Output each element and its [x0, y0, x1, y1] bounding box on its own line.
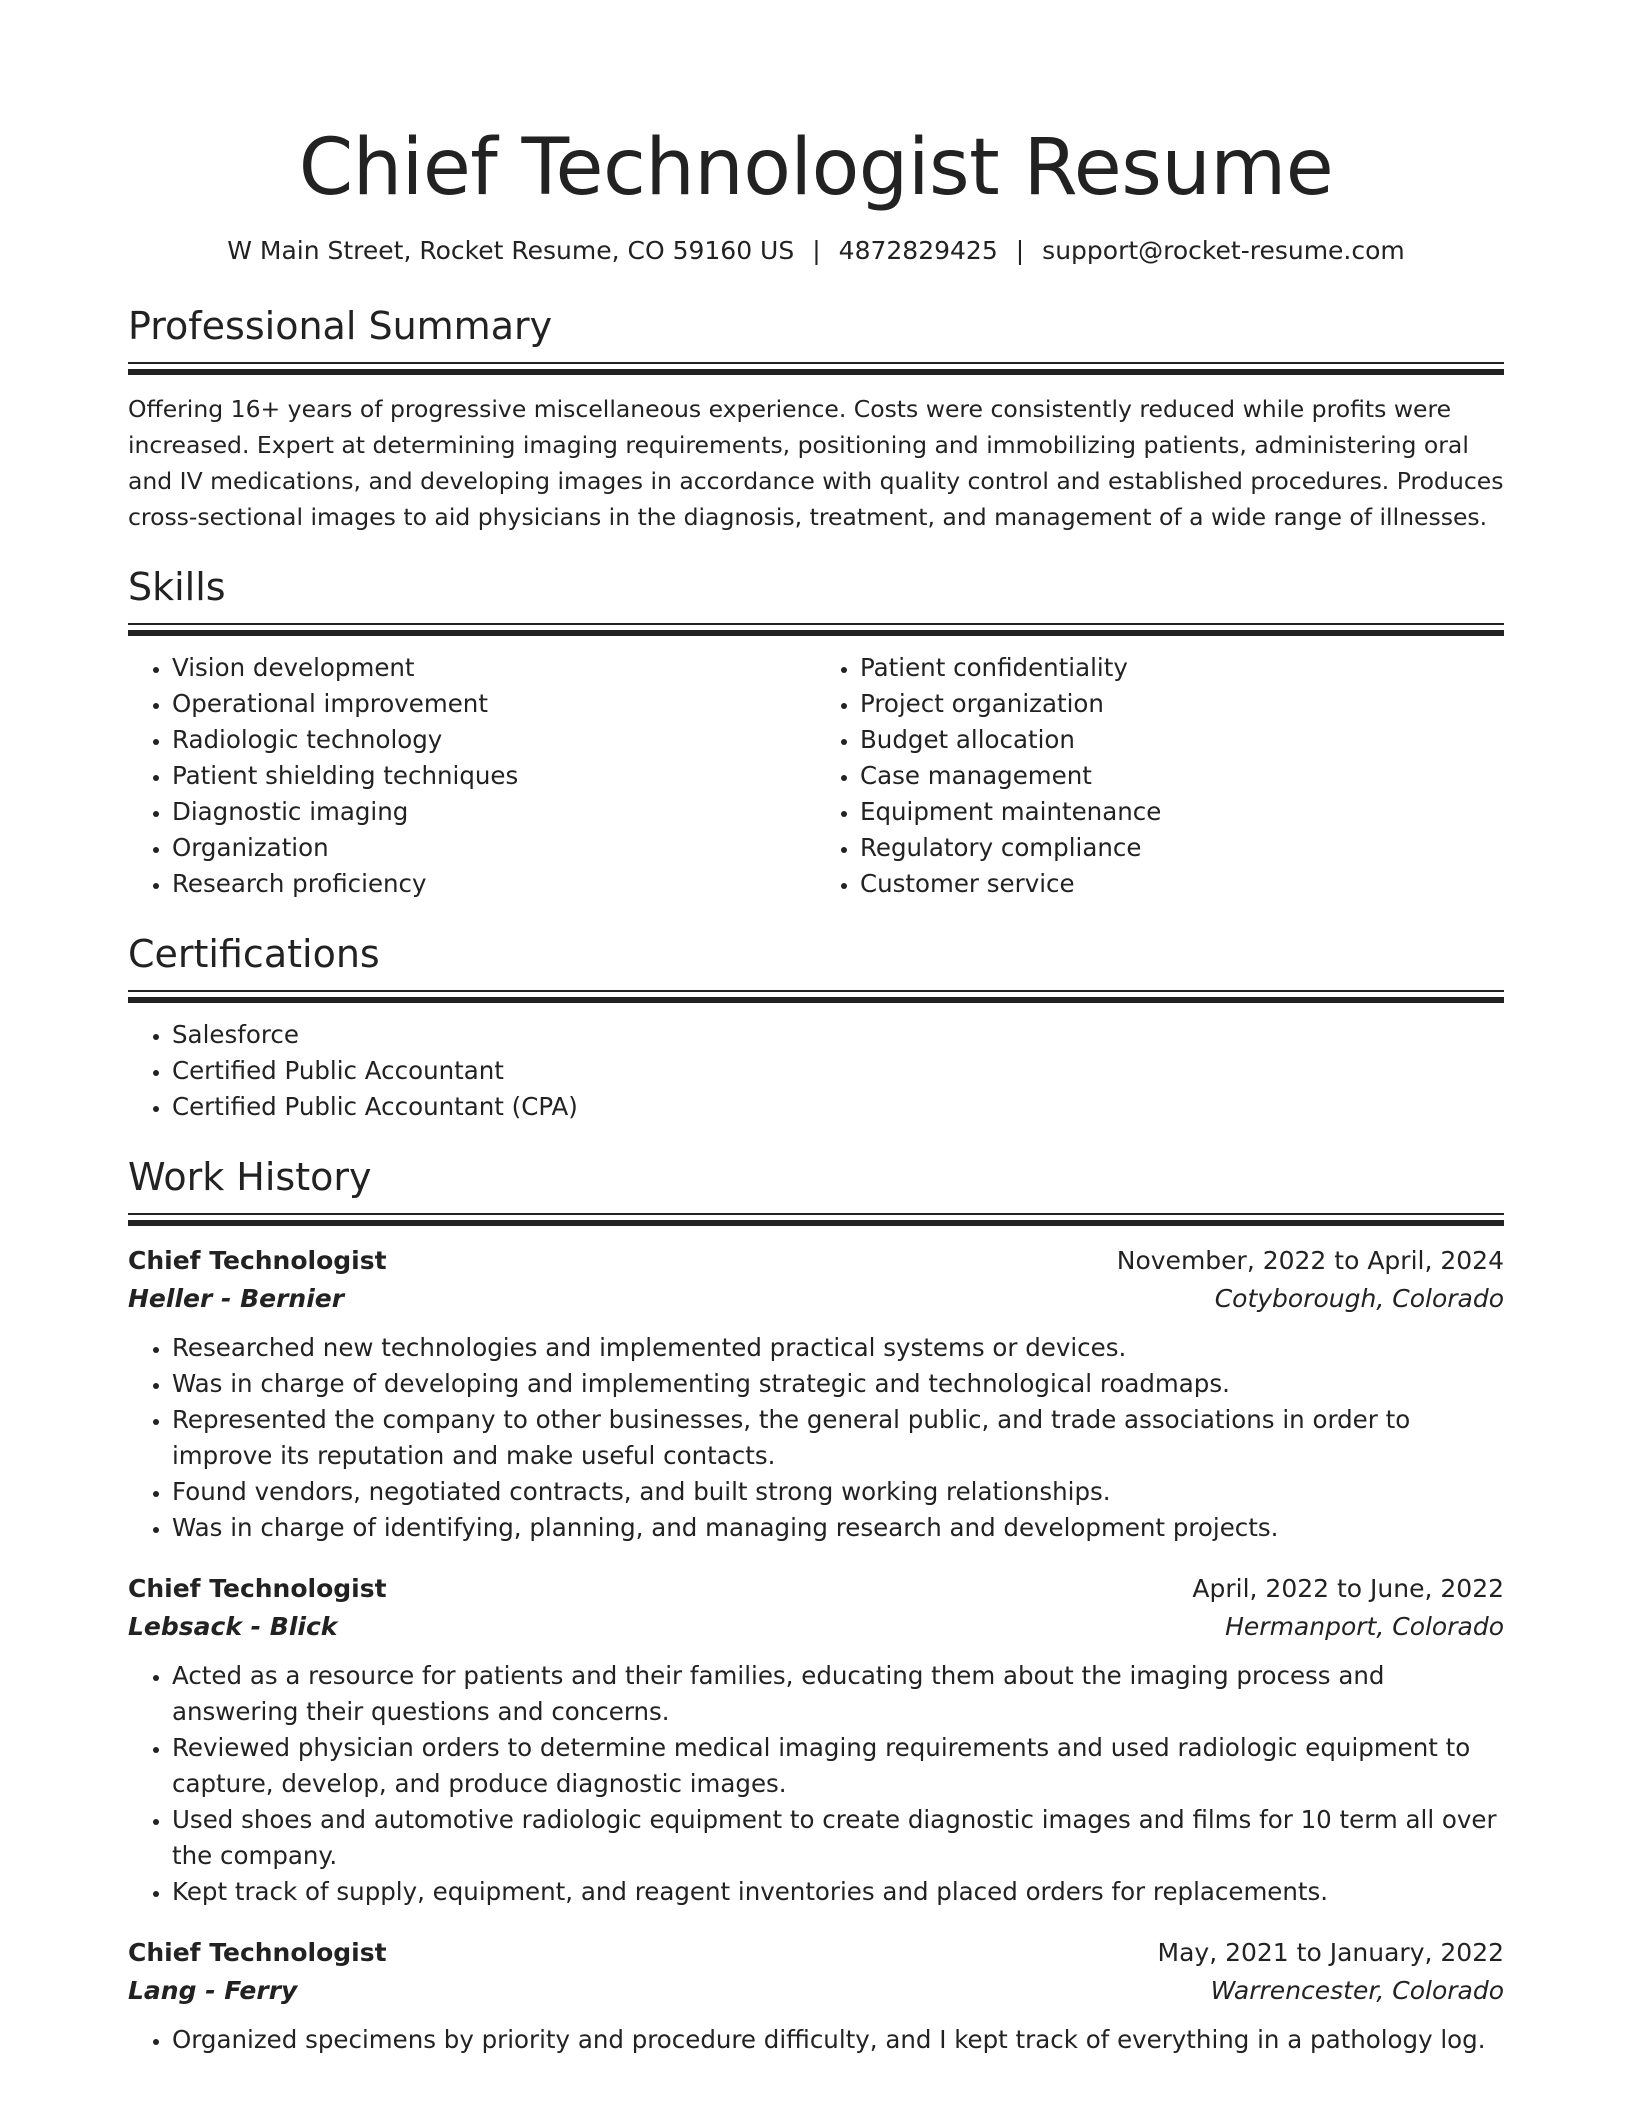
contact-separator: | [1015, 236, 1025, 265]
skill-item: • Customer service [860, 866, 1504, 902]
skill-item: • Research proficiency [172, 866, 816, 902]
certification-item: • Certified Public Accountant (CPA) [172, 1089, 1504, 1125]
certification-item: • Certified Public Accountant [172, 1053, 1504, 1089]
job-header [128, 1570, 1504, 1608]
skill-item: • Equipment maintenance [860, 794, 1504, 830]
section-divider [128, 362, 1504, 375]
resume-title: Chief Technologist Resume [298, 123, 1334, 213]
job-title: Chief Technologist [128, 1246, 387, 1275]
skill-item: • Radiologic technology [172, 722, 816, 758]
job-subheader [128, 1280, 1504, 1318]
contact-separator: | [812, 236, 821, 265]
job-entry [128, 1934, 1504, 2058]
skills-column-right [816, 650, 1504, 902]
certification-item: • Salesforce [172, 1017, 1504, 1053]
section-heading-skills: Skills [128, 565, 226, 609]
skill-item: • Patient confidentiality [860, 650, 1504, 686]
job-subheader [128, 1608, 1504, 1646]
job-subheader [128, 1972, 1504, 2010]
job-bullet: • Acted as a resource for patients and their families, educating them about the imaging process and answering their questions and concerns. [172, 1658, 1504, 1730]
job-bullets [128, 2022, 1504, 2058]
job-bullet: • Reviewed physician orders to determine medical imaging requirements and used radiologic equipment to capture, develop, and produce diagnostic images. [172, 1730, 1504, 1802]
work-history-section [128, 1153, 1504, 2058]
summary-section [128, 302, 1504, 535]
certifications-list [128, 1017, 1504, 1125]
job-bullet: • Researched new technologies and implemented practical systems or devices. [172, 1330, 1504, 1366]
skills-section [128, 563, 1504, 902]
skill-item: • Project organization [860, 686, 1504, 722]
skill-item: • Diagnostic imaging [172, 794, 816, 830]
job-entry [128, 1570, 1504, 1910]
skill-item: • Operational improvement [172, 686, 816, 722]
job-bullet: • Found vendors, negotiated contracts, and built strong working relationships. [172, 1474, 1504, 1510]
section-heading-certifications: Certifications [128, 932, 380, 976]
section-heading-summary: Professional Summary [128, 304, 553, 348]
contact-line [128, 234, 1504, 268]
section-divider [128, 990, 1504, 1003]
job-dates: November, 2022 to April, 2024 [1116, 1246, 1504, 1275]
job-dates: April, 2022 to June, 2022 [1192, 1574, 1504, 1603]
skills-column-left [128, 650, 816, 902]
job-title: Chief Technologist [128, 1938, 387, 1967]
job-header [128, 1934, 1504, 1972]
job-bullet: • Was in charge of developing and implementing strategic and technological roadmaps. [172, 1366, 1504, 1402]
skill-item: • Organization [172, 830, 816, 866]
contact-email[interactable]: support@rocket-resume.com [1042, 236, 1405, 265]
job-entry [128, 1242, 1504, 1546]
job-bullet: • Kept track of supply, equipment, and reagent inventories and placed orders for replacements. [172, 1874, 1504, 1910]
job-location: Hermanport, Colorado [1225, 1612, 1504, 1641]
skill-item: • Regulatory compliance [860, 830, 1504, 866]
job-header [128, 1242, 1504, 1280]
job-bullets [128, 1330, 1504, 1546]
skill-item: • Case management [860, 758, 1504, 794]
job-bullet: • Organized specimens by priority and procedure difficulty, and I kept track of everything in a pathology log. [172, 2022, 1504, 2058]
job-dates: May, 2021 to January, 2022 [1157, 1938, 1504, 1967]
skill-item: • Budget allocation [860, 722, 1504, 758]
job-location: Warrencester, Colorado [1210, 1976, 1504, 2005]
resume-content [128, 0, 1504, 2058]
section-divider [128, 1213, 1504, 1226]
section-heading-work-history: Work History [128, 1155, 372, 1199]
contact-phone: 4872829425 [838, 236, 998, 265]
job-company: Lang - Ferry [128, 1976, 298, 2005]
certifications-section [128, 930, 1504, 1125]
job-title: Chief Technologist [128, 1574, 387, 1603]
job-bullet: • Was in charge of identifying, planning, and managing research and development projects. [172, 1510, 1504, 1546]
skill-item: • Vision development [172, 650, 816, 686]
skills-grid [128, 650, 1504, 902]
job-location: Cotyborough, Colorado [1214, 1284, 1504, 1313]
job-bullet: • Used shoes and automotive radiologic equipment to create diagnostic images and films for 10 term all over the company. [172, 1802, 1504, 1874]
contact-address: W Main Street, Rocket Resume, CO 59160 US [227, 236, 795, 265]
job-bullets [128, 1658, 1504, 1910]
skill-item: • Patient shielding techniques [172, 758, 816, 794]
job-company: Lebsack - Blick [128, 1612, 338, 1641]
section-divider [128, 623, 1504, 636]
job-company: Heller - Bernier [128, 1284, 345, 1313]
job-bullet: • Represented the company to other businesses, the general public, and trade associations in order to improve its reputation and make useful contacts. [172, 1402, 1504, 1474]
summary-text: Offering 16+ years of progressive miscellaneous experience. Costs were consistently reduced while profits were increased. Expert at determining imaging requirements, positioning and immobilizing patients, administering oral and IV medications, and developing images in accordance with quality control and established procedures. Produces cross-sectional images to aid physicians in the diagnosis, treatment, and management of a wide range of illnesses. [128, 395, 1504, 531]
